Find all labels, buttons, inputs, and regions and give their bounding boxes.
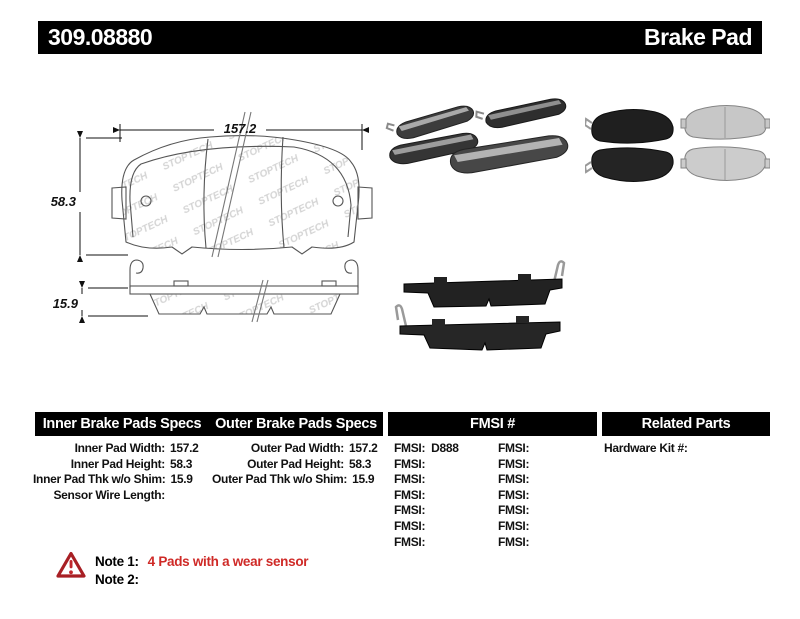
fmsi-row [498,503,535,519]
spec-value: 58.3 [349,456,372,471]
fmsi-row [498,488,535,504]
note-2 [95,571,308,589]
height-dimension [80,138,128,255]
spec-value: 15.9 [352,472,375,487]
fmsi-row [498,457,535,473]
thickness-dimension-label: 15.9 [52,296,78,311]
fmsi-row [498,472,535,488]
inner-specs-column [33,441,205,503]
related-parts-header-bar [602,412,770,436]
pad-photo-shapes [396,261,564,350]
note-2-label: Note 2: [95,571,139,587]
fmsi-row [394,488,459,504]
fmsi-header: FMSI # [470,416,515,432]
specs-header-bar [35,412,383,436]
spec-label: Inner Pad Thk w/o Shim: [33,472,166,487]
fmsi-row [394,503,459,519]
fmsi-row [498,519,535,535]
technical-diagram [50,100,385,340]
related-parts-column [604,441,694,457]
spec-row [33,441,205,457]
fmsi-label: FMSI: [498,456,530,471]
spec-value: 58.3 [170,456,193,471]
fmsi-label: FMSI: [498,518,530,533]
fmsi-row [394,441,459,457]
fmsi-column-left [394,441,459,550]
fmsi-label: FMSI: [394,487,426,502]
notes-block [95,553,308,588]
spec-row [33,457,205,473]
fmsi-label: FMSI: [498,534,530,549]
fmsi-row [498,441,535,457]
spec-value: 157.2 [349,441,378,455]
related-parts-header: Related Parts [641,416,731,432]
fmsi-label: FMSI: [498,487,530,502]
fmsi-row [394,457,459,473]
spec-label: Sensor Wire Length: [53,487,165,502]
fmsi-row [394,472,459,488]
product-photo-pads-angled [383,95,579,185]
title-bar [38,21,762,54]
fmsi-label: FMSI: [394,534,426,549]
fmsi-column-right [498,441,535,550]
fmsi-row [394,535,459,551]
outer-specs-column [212,441,384,488]
related-part-label: Hardware Kit #: [604,441,688,455]
spec-value: 157.2 [170,441,199,455]
width-dimension-label: 157.2 [223,121,257,136]
spec-label: Outer Pad Height: [247,456,344,471]
part-number: 309.08880 [48,24,153,50]
spec-label: Outer Pad Thk w/o Shim: [212,472,348,487]
spec-label: Inner Pad Height: [70,456,165,471]
height-dimension-label: 58.3 [50,194,76,209]
spec-row [212,457,384,473]
thickness-dimension [82,288,148,316]
fmsi-label: FMSI: [498,503,530,518]
spec-label: Outer Pad Width: [250,441,344,455]
spec-row [33,472,205,488]
spec-row [212,441,384,457]
product-photo-pads-front-back [585,93,770,188]
warning-icon [56,551,86,579]
related-part-row [604,441,694,457]
pad-photo-shapes [585,106,770,182]
fmsi-value: D888 [431,441,459,455]
note-1-label: Note 1: [95,554,139,569]
product-type: Brake Pad [643,24,752,50]
note-1-text: 4 Pads with a wear sensor [147,554,309,569]
product-photo-pads-edge [392,258,592,358]
spec-row [33,488,205,504]
fmsi-label: FMSI: [498,472,530,487]
fmsi-label: FMSI: [498,441,530,455]
fmsi-header-bar [388,412,597,436]
spec-row [212,472,384,488]
fmsi-row [498,535,535,551]
fmsi-row [394,519,459,535]
fmsi-label: FMSI: [394,503,426,518]
pad-side-view [130,260,358,322]
fmsi-label: FMSI: [394,518,426,533]
fmsi-label: FMSI: [394,456,426,471]
fmsi-label: FMSI: [394,441,426,455]
fmsi-label: FMSI: [394,472,426,487]
spec-label: Inner Pad Width: [74,441,165,455]
inner-specs-header: Inner Brake Pads Specs [42,416,202,432]
outer-specs-header: Outer Brake Pads Specs [215,416,377,432]
spec-value: 15.9 [170,472,193,487]
pad-photo-shapes [386,97,570,174]
note-1 [95,553,308,571]
